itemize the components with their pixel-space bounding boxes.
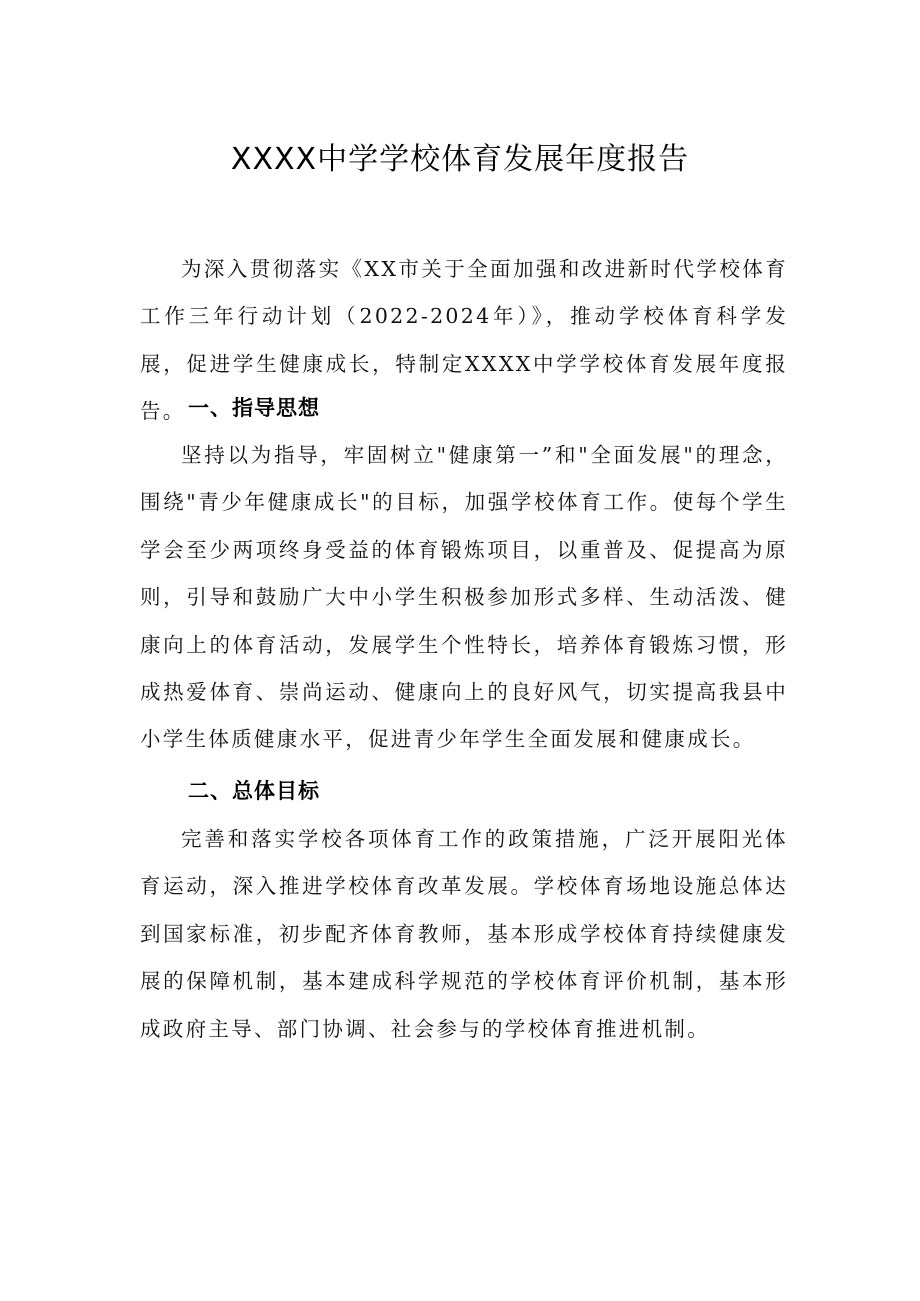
section-heading-guiding-ideology: 一、指导思想 xyxy=(188,396,320,420)
section-paragraph-overall-goal: 完善和落实学校各项体育工作的政策措施，广泛开展阳光体育运动，深入推进学校体育改革发展。学校体育场地设施总体达到国家标准，初步配齐体育教师，基本形成学校体育持续健康发展的保障机制，基本建成科学规范的学校体育评价机制，基本形成政府主导、部门协调、社会参与的学校体育推进机制。 xyxy=(140,827,788,1041)
document-title: XXXX中学学校体育发展年度报告 xyxy=(230,142,690,177)
section-paragraph-guiding-ideology: 坚持以为指导，牢固树立"健康第一”和"全面发展"的理念，围绕"青少年健康成长"的目标，加强学校体育工作。使每个学生学会至少两项终身受益的体育锻炼项目，以重普及、促提高为原则，引导和鼓励广大中小学生积极参加形式多样、生动活泼、健康向上的体育活动，发展学生个性特长，培养体育锻炼习惯，形成热爱体育、崇尚运动、健康向上的良好风气，切实提高我县中小学生体质健康水平，促进青少年学生全面发展和健康成长。 xyxy=(140,443,788,752)
intro-paragraph: 为深入贯彻落实《XX市关于全面加强和改进新时代学校体育工作三年行动计划（2022-2024年）》，推动学校体育科学发展，促进学生健康成长，特制定XXXX中学学校体育发展年度报告。 xyxy=(140,257,788,424)
section-heading-overall-goal: 二、总体目标 xyxy=(188,779,320,803)
